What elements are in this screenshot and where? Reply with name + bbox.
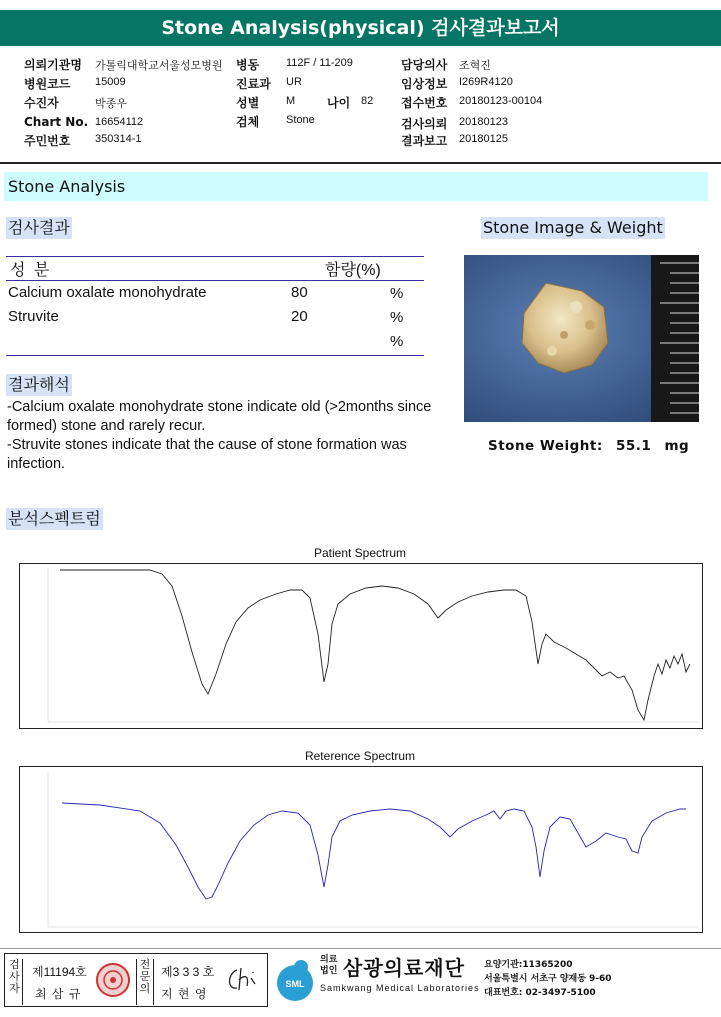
interpretation-heading: 결과해석	[8, 375, 70, 394]
patient-value: 박종우	[95, 98, 127, 110]
reviewer-no: 제3 3 3 호	[161, 965, 215, 979]
result-unit-1: %	[390, 285, 404, 302]
patient-spectrum-chart	[19, 563, 703, 729]
address: 서울특별시 서초구 양재동 9-60	[484, 974, 612, 984]
logo-text: SML	[285, 979, 305, 989]
reference-spectrum-plot	[20, 767, 702, 932]
receipt-value: 20180123-00104	[459, 95, 543, 107]
result-unit-2: %	[390, 309, 404, 326]
clinical-label: 임상정보	[401, 77, 448, 91]
foundation-name: 삼광의료재단	[343, 956, 465, 980]
reference-spectrum-chart	[19, 766, 703, 933]
examiner-no: 제11194호	[32, 965, 87, 979]
code-value: 15009	[95, 76, 126, 88]
code-label: 병원코드	[24, 77, 71, 91]
ward-label: 병동	[236, 58, 260, 72]
examiner-label: 검사자	[7, 959, 23, 1005]
specimen-value: Stone	[286, 114, 315, 126]
sex-value: M	[286, 95, 296, 107]
phone-number: 대표번호: 02-3497-5100	[484, 988, 596, 998]
clinical-value: I269R4120	[459, 76, 513, 88]
spectrum-heading: 분석스펙트럼	[8, 509, 101, 528]
examiner-name: 최 삼 규	[35, 987, 82, 1001]
institution-code: 요양기관:11365200	[484, 960, 573, 970]
reviewer-label: 전문의	[136, 959, 154, 1005]
result-name-2: Struvite	[8, 308, 59, 325]
stone-photo-drawing	[464, 255, 699, 422]
age-value: 82	[361, 95, 374, 107]
hospital-value: 가톨릭대학교서울성모병원	[95, 60, 223, 72]
weight-label: Stone Weight:	[488, 438, 603, 454]
result-value-1: 80	[291, 284, 308, 301]
hospital-label: 의뢰기관명	[24, 58, 82, 72]
reference-spectrum-line	[62, 803, 686, 899]
reviewer-name: 지 현 영	[161, 987, 208, 1001]
chart-no-value: 16654112	[95, 116, 144, 128]
header-separator	[0, 162, 721, 164]
id-label: 주민번호	[24, 134, 71, 148]
patient-spectrum-ticks	[48, 568, 698, 722]
result-unit-3: %	[390, 333, 404, 350]
col-component: 성 분	[10, 262, 52, 279]
results-header-rule	[6, 280, 424, 281]
doctor-value: 조혁진	[459, 60, 491, 72]
patient-spectrum-title: Patient Spectrum	[313, 546, 407, 560]
stone-photo	[464, 255, 699, 422]
interpretation-line-2: -Struvite stones indicate that the cause of stone formation was infection.	[7, 437, 407, 472]
col-content: 함량(%)	[325, 262, 381, 279]
request-value: 20180123	[459, 116, 508, 128]
interpretation-line-1: -Calcium oxalate monohydrate stone indicate old (>2months since formed) stone and rarely recur.	[7, 399, 432, 434]
reviewer-signature-icon	[223, 964, 263, 996]
weight-value: 55.1	[615, 438, 652, 454]
results-bottom-rule	[6, 355, 424, 356]
sex-label: 성별	[236, 96, 260, 110]
signature-box	[4, 953, 268, 1007]
stone-analysis-header: Stone Analysis	[4, 172, 708, 201]
patient-spectrum-plot	[20, 564, 702, 728]
foundation-prefix: 의료법인	[320, 955, 338, 976]
patient-info	[0, 52, 721, 160]
reference-spectrum-ticks	[48, 771, 698, 927]
foundation-en-name: Samkwang Medical Laboratories	[320, 983, 480, 993]
ward-value: 112F / 11-209	[286, 57, 353, 69]
patient-spectrum-line	[60, 570, 690, 720]
result-value-2: 20	[291, 308, 308, 325]
specimen-label: 검체	[236, 115, 260, 129]
weight-unit: mg	[664, 438, 690, 454]
result-name-1: Calcium oxalate monohydrate	[8, 284, 207, 301]
stone-weight	[488, 438, 689, 454]
id-value: 350314-1	[95, 133, 142, 145]
report-value: 20180125	[459, 133, 508, 145]
age-label: 나이	[327, 96, 351, 110]
dept-label: 진료과	[236, 77, 271, 91]
sml-logo-icon	[271, 955, 319, 1003]
results-heading: 검사결과	[8, 218, 70, 237]
dept-value: UR	[286, 76, 302, 88]
stone-image-heading: Stone Image & Weight	[483, 218, 663, 237]
doctor-label: 담당의사	[401, 58, 448, 72]
patient-label: 수진자	[24, 96, 59, 110]
report-title: Stone Analysis(physical) 검사결과보고서	[0, 10, 721, 46]
request-label: 검사의뢰	[401, 117, 448, 131]
report-label: 결과보고	[401, 134, 448, 148]
reference-spectrum-title: Reterence Spectrum	[304, 749, 416, 763]
receipt-label: 접수번호	[401, 96, 448, 110]
examiner-seal-icon	[95, 962, 131, 998]
footer-divider	[0, 948, 721, 949]
chart-no-label: Chart No.	[24, 115, 89, 129]
